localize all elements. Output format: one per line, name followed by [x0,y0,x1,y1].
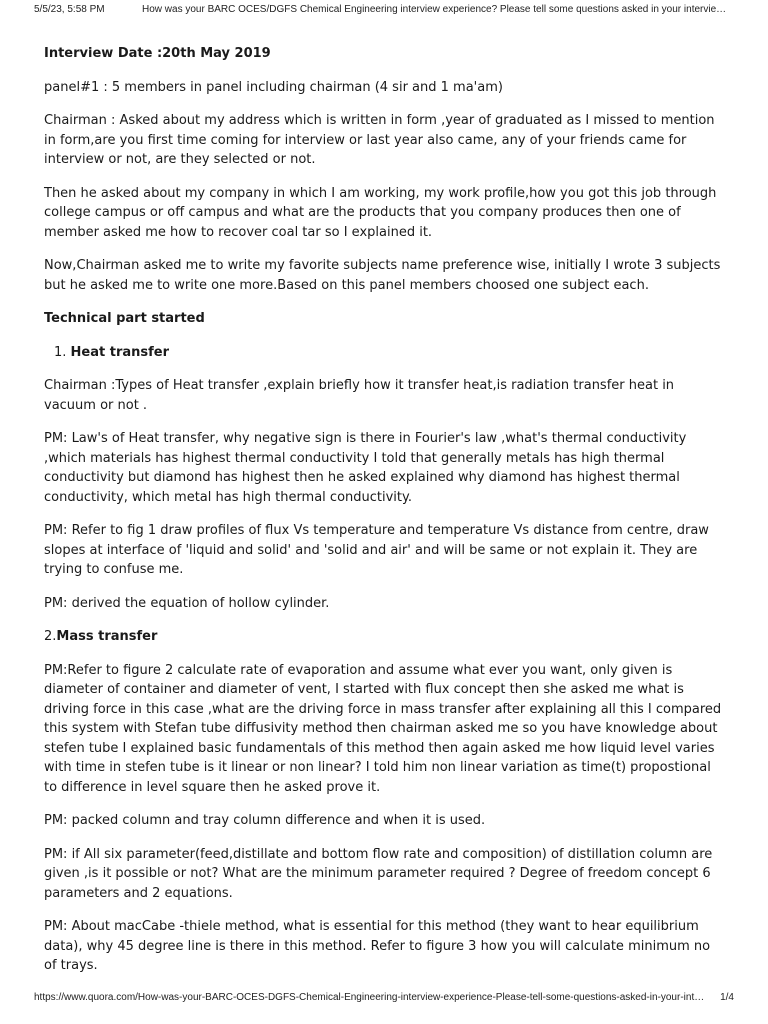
heat-chairman-paragraph: Chairman :Types of Heat transfer ,explain briefly how it transfer heat,is radiation transfer heat in vacuum or not . [44,378,675,413]
document-body [44,44,726,990]
heat-transfer-number: 1. [54,344,71,360]
page-number: 1/4 [720,992,734,1003]
mass-pm-mccabe-paragraph: PM: About macCabe -thiele method, what is essential for this method (they want to hear equilibrium data), why 45 degree line is there in this method. Refer to figure 3 how you will calculate minimum no of trays. [44,919,711,973]
heat-pm-cylinder-paragraph: PM: derived the equation of hollow cylinder. [44,595,330,611]
subjects-paragraph: Now,Chairman asked me to write my favorite subjects name preference wise, initially I wrote 3 subjects but he asked me to write one more.Based on this panel members choosed one subject each. [44,258,721,293]
panel-paragraph: panel#1 : 5 members in panel including chairman (4 sir and 1 ma'am) [44,79,503,95]
heat-pm-profiles-paragraph: PM: Refer to fig 1 draw profiles of flux Vs temperature and temperature Vs distance from centre, draw slopes at interface of 'liquid and solid' and 'solid and air' and will be same or not explain it. They are trying to confuse me. [44,523,709,577]
print-header [34,4,734,15]
mass-transfer-item [44,627,726,647]
print-datetime: 5/5/23, 5:58 PM [34,4,105,15]
mass-pm-column-paragraph: PM: packed column and tray column difference and when it is used. [44,813,486,828]
print-url: https://www.quora.com/How-was-your-BARC-OCES-DGFS-Chemical-Engineering-interview-experience-Please-tell-some-questions-asked-in-your-int… [34,992,705,1003]
company-paragraph: Then he asked about my company in which I am working, my work profile,how you got this job through college campus or off campus and what are the products that you company produces then one of member asked me how to recover coal tar so I explained it. [44,185,717,240]
mass-pm-distillation-paragraph: PM: if All six parameter(feed,distillate and bottom flow rate and composition) of distillation column are given ,is it possible or not? What are the minimum parameter required ? Degree of freedom concept 6 parameters and 2 equations. [44,846,713,901]
print-page-title: How was your BARC OCES/DGFS Chemical Engineering interview experience? Please tell some questions asked in your intervie… [142,4,727,15]
technical-part-heading: Technical part started [44,311,205,326]
chairman-address-paragraph: Chairman : Asked about my address which is written in form ,year of graduated as I missed to mention in form,are you first time coming for interview or last year also came, any of your friends came for interview or not, are they selected or not. [44,113,715,167]
mass-transfer-number: 2. [44,629,57,644]
interview-date-heading: Interview Date :20th May 2019 [44,46,271,61]
mass-transfer-title: Mass transfer [56,629,158,644]
mass-pm-evaporation-paragraph: PM:Refer to figure 2 calculate rate of evaporation and assume what ever you want, only given is diameter of container and diameter of vent, I started with flux concept then she asked me what is driving force in this case ,what are the driving force in mass transfer after explaining all this I compared this system with Stefan tube diffusivity method then chairman asked me so you have knowledge about stefen tube I explained basic fundamentals of this method then again asked me how liquid level varies with time in stefen tube is it linear or non linear? I told him non linear variation as time(t) propostional to difference in level square then he asked prove it. [44,662,722,795]
heat-transfer-title: Heat transfer [70,344,170,360]
print-footer [34,992,734,1003]
heat-pm-conductivity-paragraph: PM: Law's of Heat transfer, why negative sign is there in Fourier's law ,what's thermal conductivity ,which materials has highest thermal conductivity I told that generally metals has high thermal conductivity but diamond has highest then he asked explained why diamond has highest thermal conductivity, which metal has high thermal conductivity. [44,431,687,505]
heat-transfer-item [44,343,726,363]
